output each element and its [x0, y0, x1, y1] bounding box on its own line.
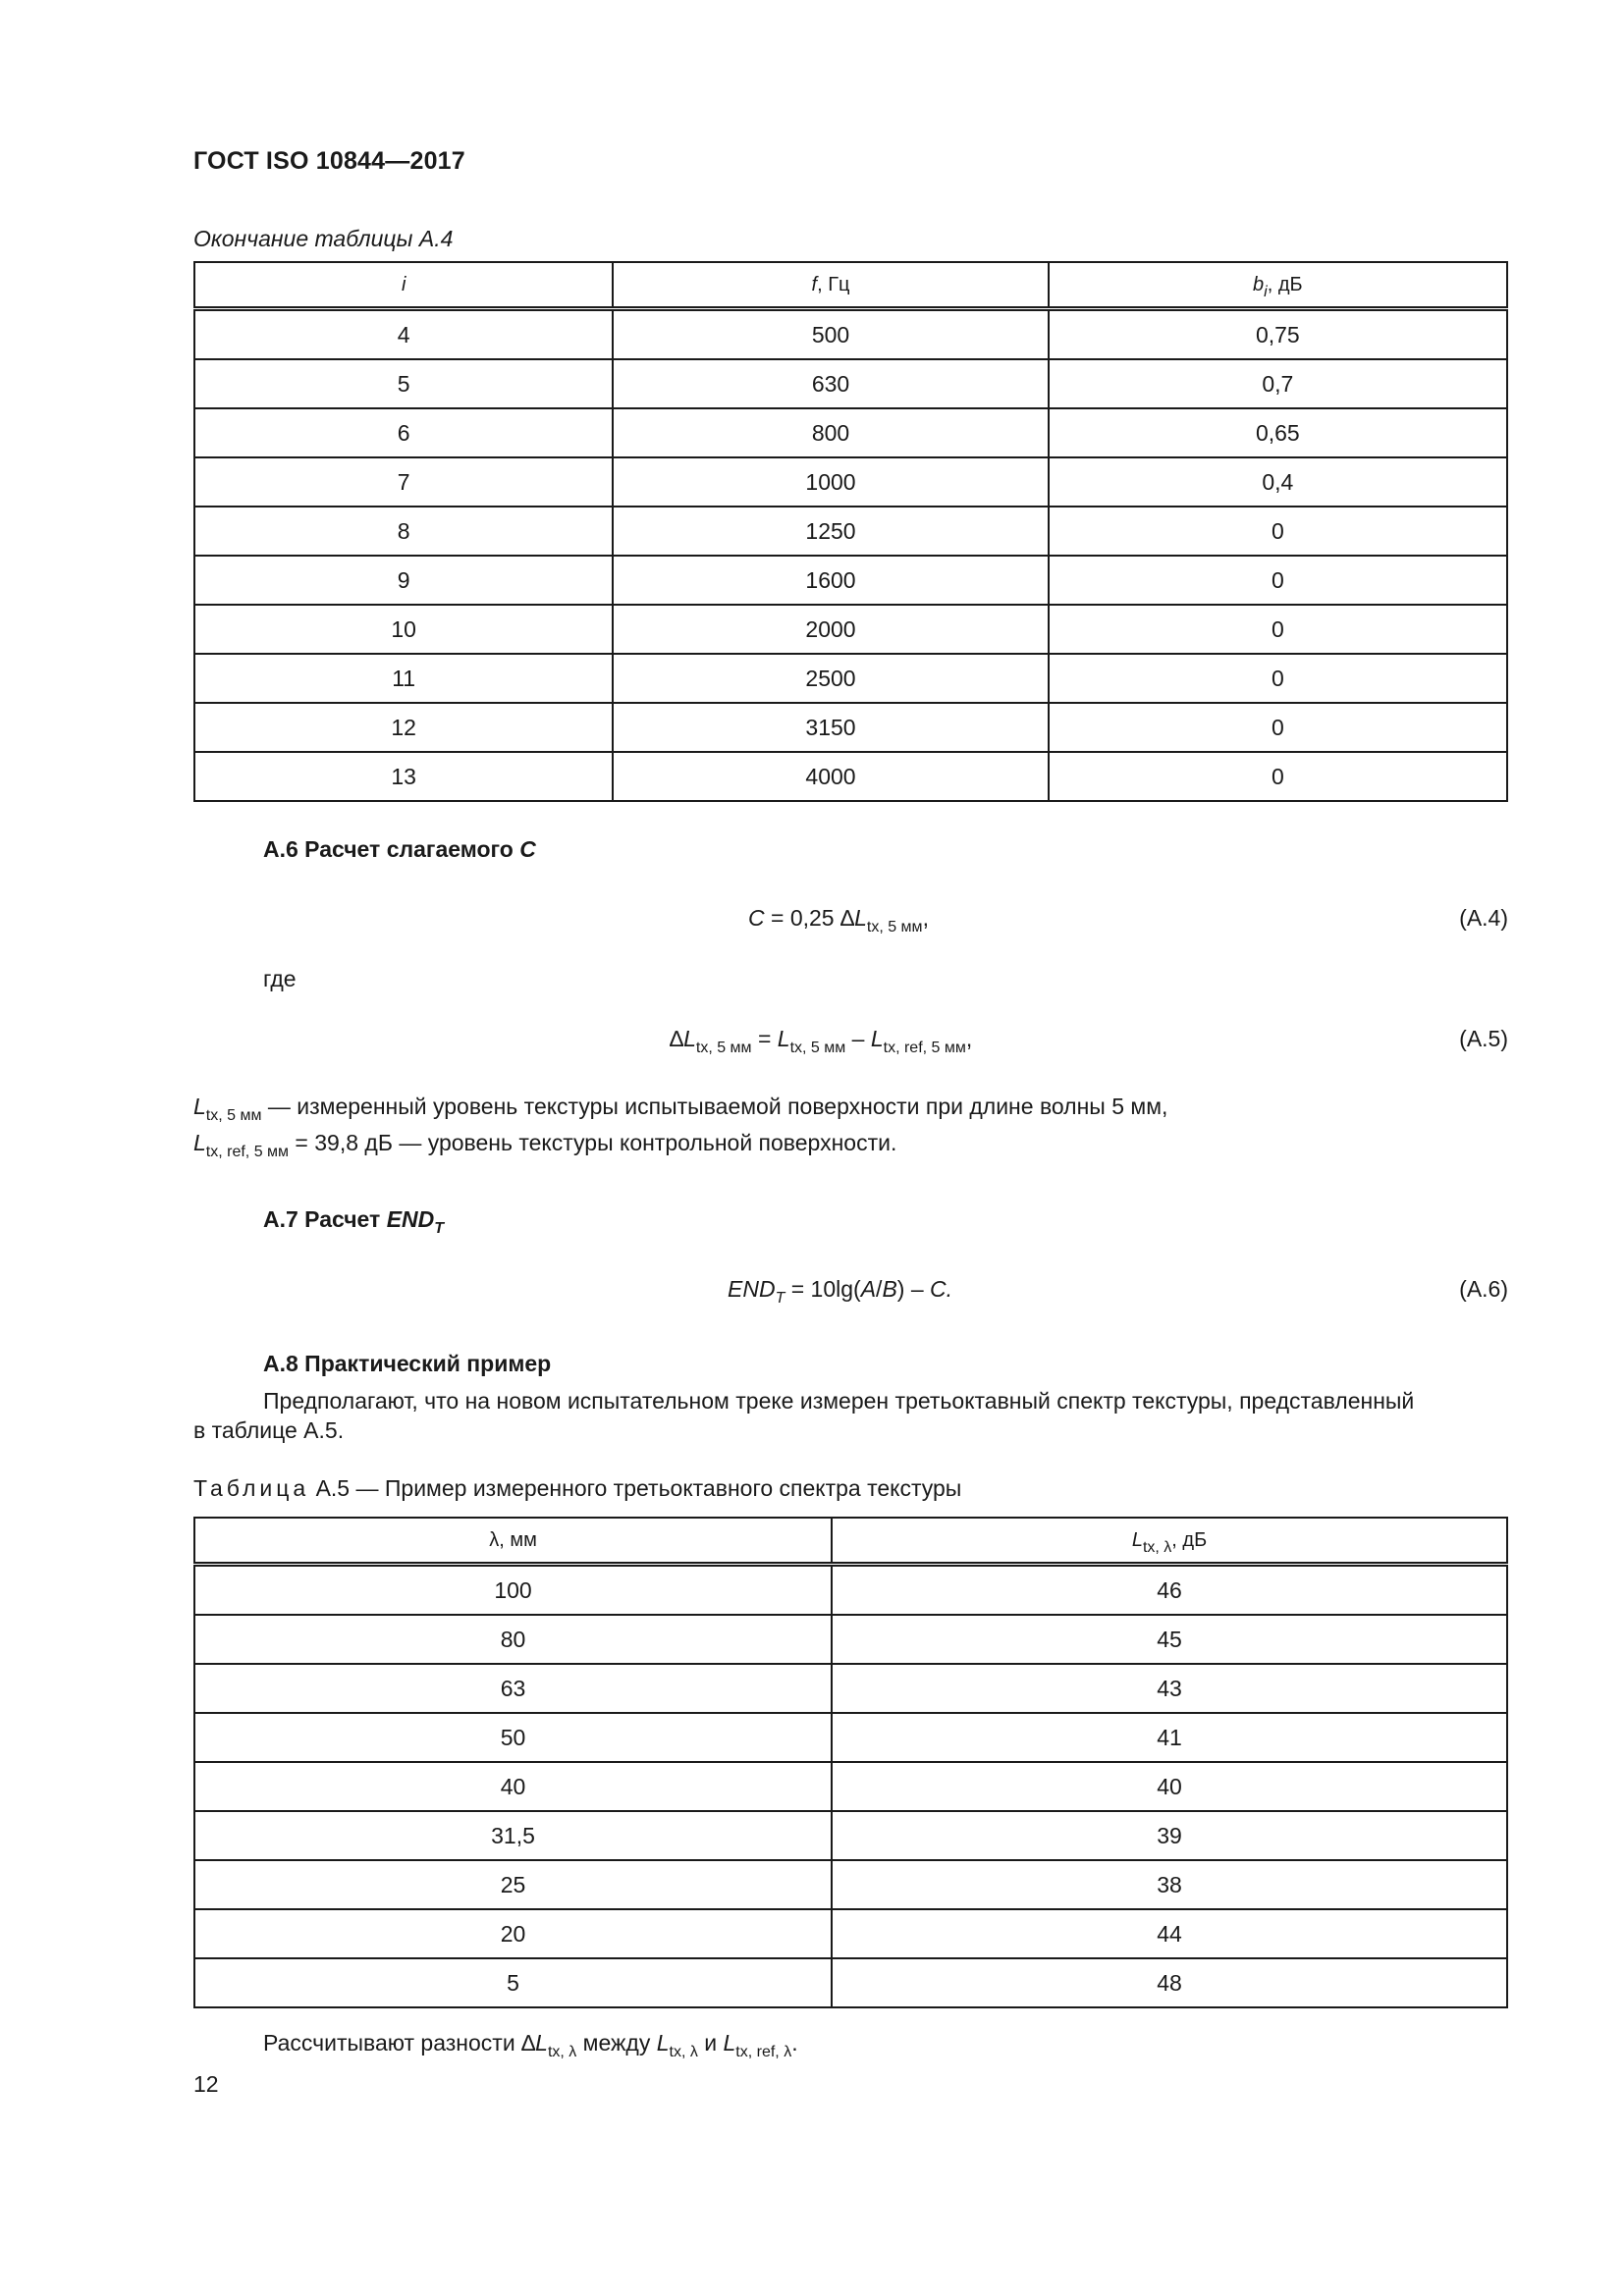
table-row: 12 3150 0: [194, 703, 1507, 752]
table-a5-col-ltx: $L_{tx, \lambda}$, дБ: [832, 1518, 1507, 1565]
section-a6-heading: А.6 Расчет слагаемого C: [263, 836, 536, 862]
table-row: 8 1250 0: [194, 507, 1507, 556]
definition-ltx: $L_{tx, 5 мм}$ — измеренный уровень текстуры испытываемой поверхности при длине волны 5 мм,: [193, 1094, 1168, 1124]
table-a4-col-i: i: [194, 262, 613, 309]
table-a5-header-row: [194, 1518, 1507, 1565]
table-row: 5 630 0,7: [194, 359, 1507, 408]
table-row: 80 45: [194, 1615, 1507, 1664]
section-a8-paragraph-line1: Предполагают, что на новом испытательном треке измерен третьоктавный спектр текстуры, представленный: [263, 1388, 1415, 1414]
definition-ltx-ref: $L_{tx, ref, 5 мм} = 39,8$ дБ — уровень текстуры контрольной поверхности.: [193, 1130, 897, 1160]
table-row: 11 2500 0: [194, 654, 1507, 703]
table-a4-col-f: f, Гц: [613, 262, 1048, 309]
table-row: 7 1000 0,4: [194, 457, 1507, 507]
table-a4-col-b: $b_i$, дБ: [1049, 262, 1507, 309]
section-a7-heading: А.7 Расчет $END_T$: [263, 1206, 445, 1237]
table-row: 20 44: [194, 1909, 1507, 1958]
where-label: где: [263, 966, 297, 991]
formula-a4: C = 0,25 $\Delta L_{tx, 5 мм}$,: [748, 905, 929, 935]
table-row: 40 40: [194, 1762, 1507, 1811]
document-header: ГОСТ ISO 10844—2017: [193, 147, 465, 175]
formula-a4-number: (А.4): [1459, 905, 1508, 931]
table-a5: [193, 1517, 1508, 2008]
table-row: 5 48: [194, 1958, 1507, 2007]
table-a5-caption: Таблица А.5 — Пример измеренного третьоктавного спектра текстуры: [193, 1475, 962, 1501]
table-row: 6 800 0,65: [194, 408, 1507, 457]
table-row: 31,5 39: [194, 1811, 1507, 1860]
section-a8-paragraph-line2: в таблице А.5.: [193, 1417, 345, 1443]
table-row: 63 43: [194, 1664, 1507, 1713]
table-a5-col-lambda: λ, мм: [194, 1518, 832, 1565]
table-row: 25 38: [194, 1860, 1507, 1909]
closing-sentence: Рассчитывают разности $\Delta L_{tx, \lambda}$ между $L_{tx, \lambda}$ и $L_{tx, ref, \lambda}$.: [263, 2030, 798, 2060]
formula-a5: $\Delta L_{tx, 5 мм} = L_{tx, 5 мм} - L_{tx, ref, 5 мм}$,: [670, 1026, 973, 1056]
formula-a6: $END_T = 10\lg(A/B) - C$.: [728, 1276, 953, 1307]
table-a4: [193, 261, 1508, 802]
table-row: 4 500 0,75: [194, 309, 1507, 360]
formula-a6-number: (А.6): [1459, 1276, 1508, 1302]
page-number: 12: [193, 2071, 219, 2097]
table-row: 10 2000 0: [194, 605, 1507, 654]
section-a8-heading: А.8 Практический пример: [263, 1351, 552, 1376]
table-row: 100 46: [194, 1565, 1507, 1616]
table-row: 50 41: [194, 1713, 1507, 1762]
table-a4-header-row: [194, 262, 1507, 309]
table-a4-caption: Окончание таблицы А.4: [193, 226, 454, 251]
table-row: 13 4000 0: [194, 752, 1507, 801]
table-row: 9 1600 0: [194, 556, 1507, 605]
formula-a5-number: (А.5): [1459, 1026, 1508, 1051]
